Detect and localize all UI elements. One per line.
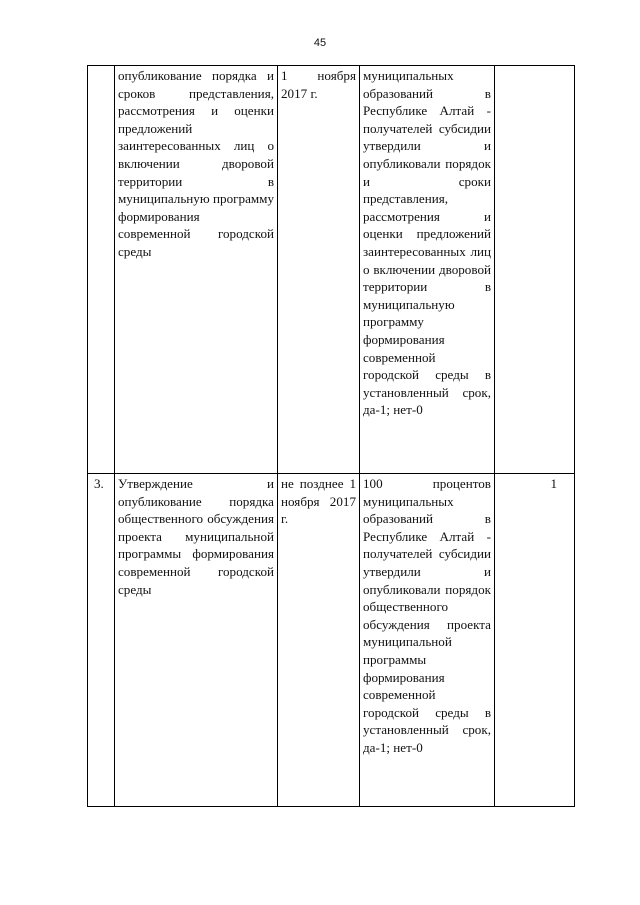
table-row <box>88 66 575 474</box>
table-row <box>88 474 575 807</box>
event-cell: опубликование порядка и сроков представления, рассмотрения и оценки предложений заинтересованных лиц о включении дворовой территории в муниципальную программу формирования современной городской среды <box>115 66 278 474</box>
row-number-cell <box>88 66 115 474</box>
deadline-cell: 1 ноября 2017 г. <box>278 66 360 474</box>
value-cell: 1 <box>495 474 575 807</box>
row-number-cell: 3. <box>88 474 115 807</box>
indicator-cell: муниципальных образований в Республике Алтай - получателей субсидии утвердили и опубликовали порядок и сроки представления, рассмотрения и оценки предложений заинтересованных лиц о включении дворовой территории в муниципальную программу формирования современной городской среды в установленный срок, да-1; нет-0 <box>360 66 495 474</box>
measures-table <box>87 65 575 807</box>
event-cell: Утверждение и опубликование порядка общественного обсуждения проекта муниципальной программы формирования современной городской среды <box>115 474 278 807</box>
value-cell <box>495 66 575 474</box>
deadline-cell: не позднее 1 ноября 2017 г. <box>278 474 360 807</box>
page-number: 45 <box>313 37 327 49</box>
indicator-cell: 100 процентов муниципальных образований в Республике Алтай - получателей субсидии утвердили и опубликовали порядок общественного обсуждения проекта муниципальной программы формирования современной городской среды в установленный срок, да-1; нет-0 <box>360 474 495 807</box>
